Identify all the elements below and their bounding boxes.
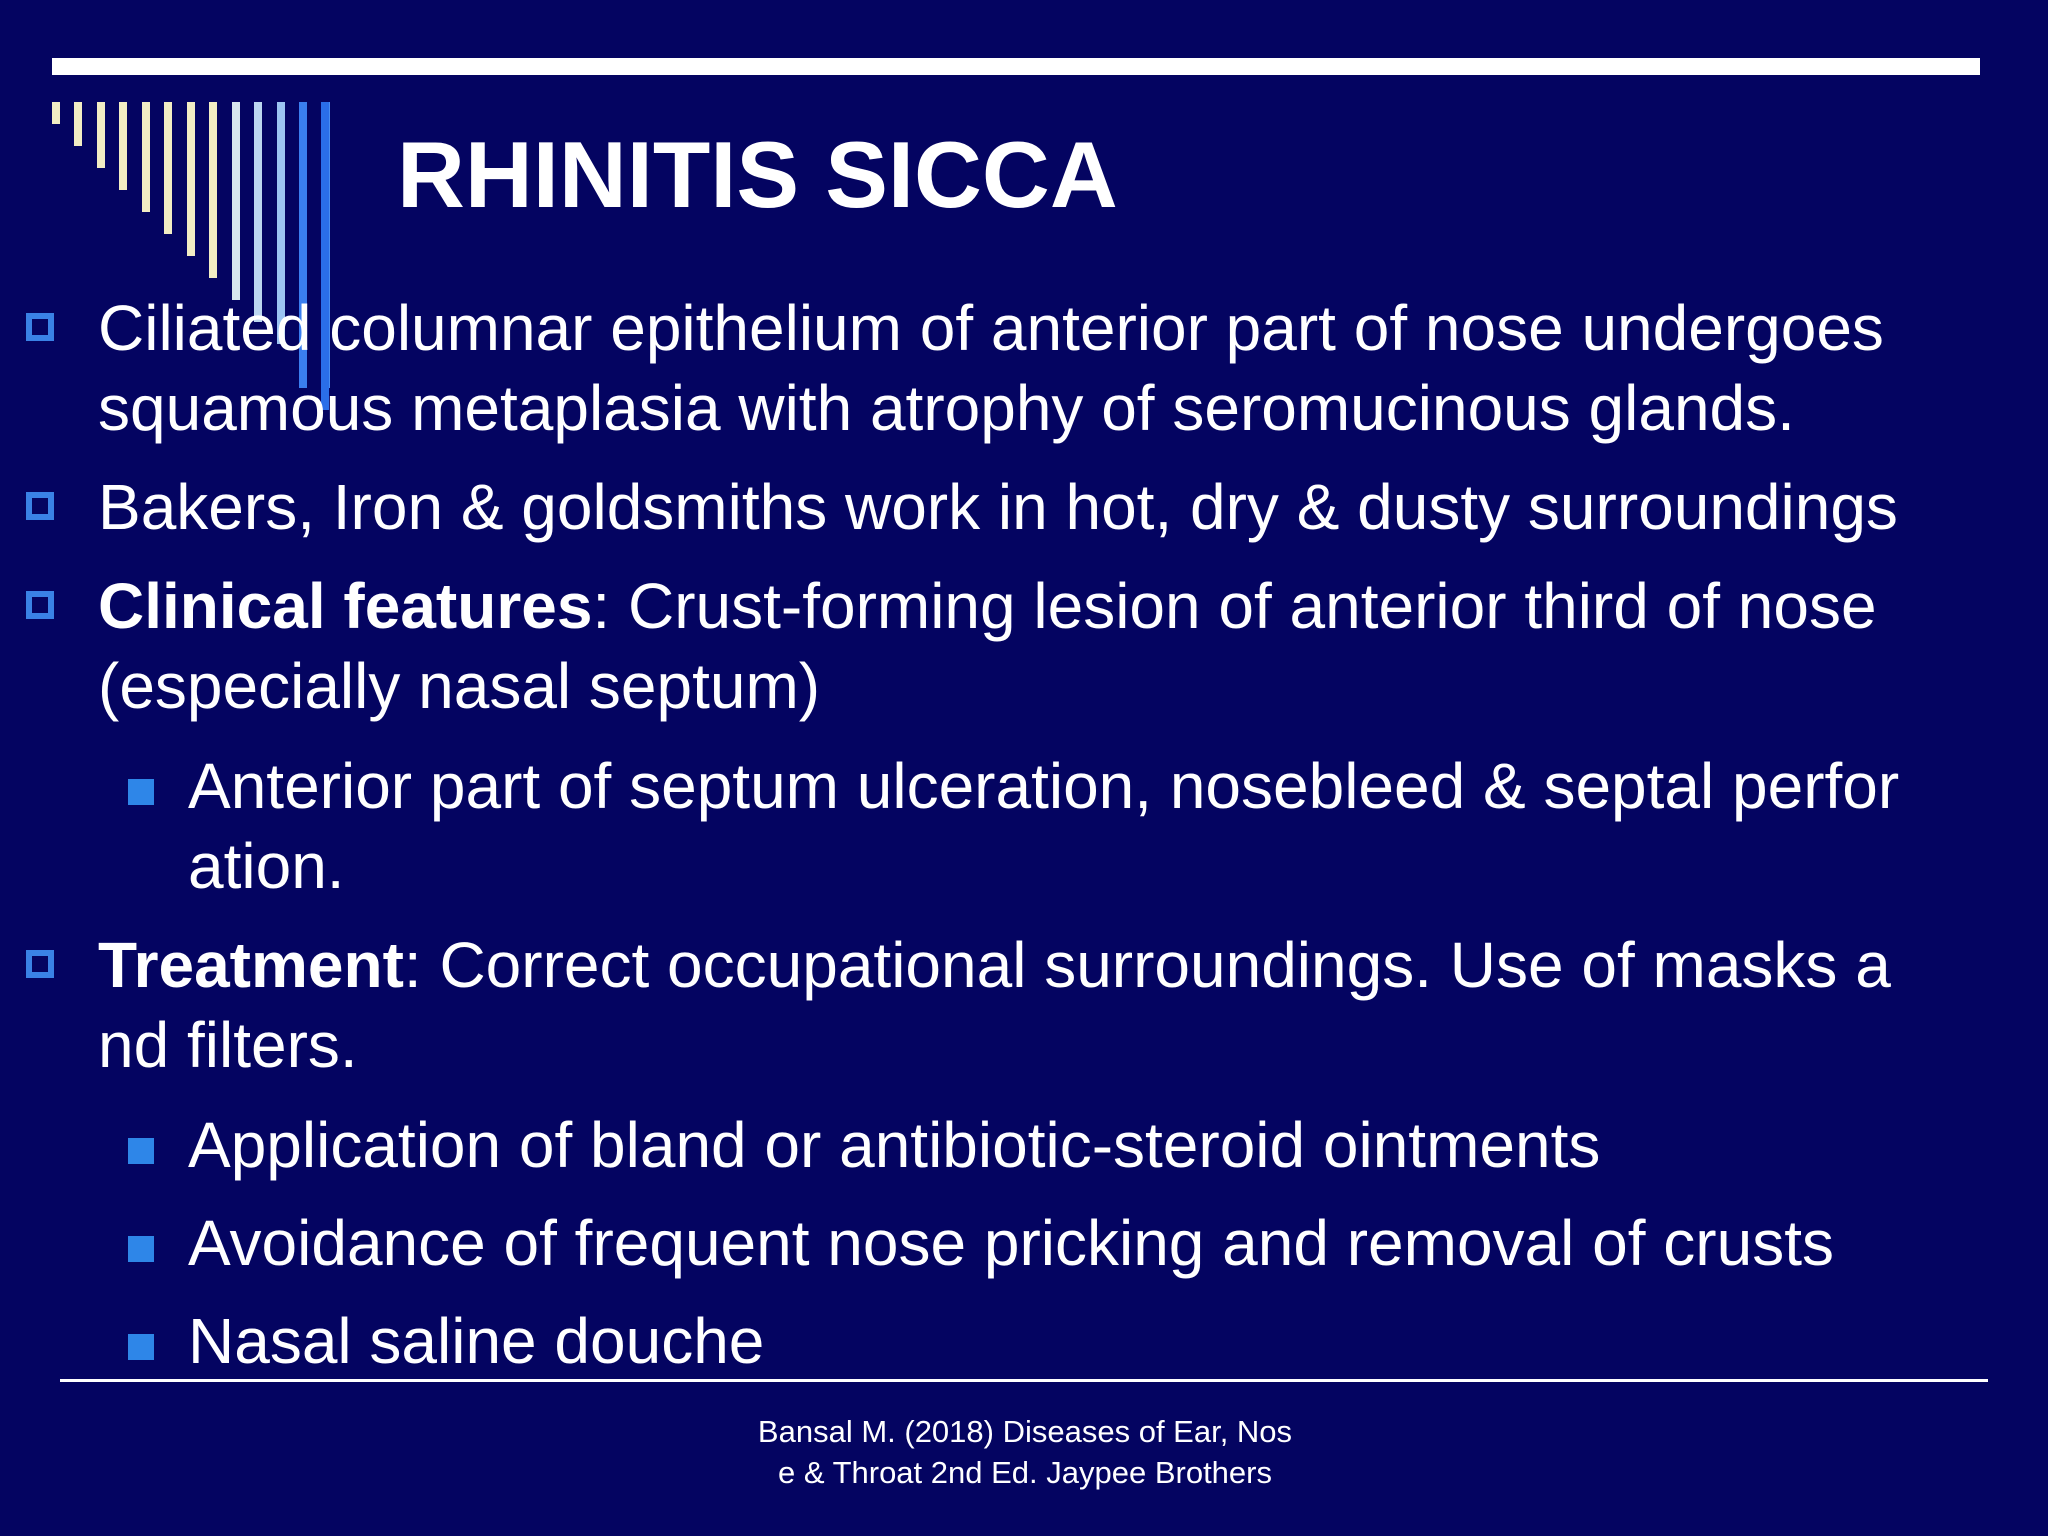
- bold-label: Clinical features: [98, 570, 593, 642]
- bullet-item: Treatment: Correct occupational surroundings. Use of masks a nd filters.: [98, 929, 1891, 1081]
- square-bullet-icon: [128, 1236, 154, 1262]
- square-bullet-icon: [128, 1138, 154, 1164]
- bullet-item: Bakers, Iron & goldsmiths work in hot, dry & dusty surroundings: [98, 471, 1898, 543]
- slide-title: RHINITIS SICCA: [397, 122, 1118, 227]
- bullet-item: Clinical features: Crust-forming lesion of anterior third of nose (especially nasal septum): [98, 570, 1877, 722]
- square-bullet-icon: [26, 492, 54, 520]
- sub-bullet-item: Anterior part of septum ulceration, nosebleed & septal perfor ation.: [188, 750, 1900, 902]
- square-bullet-icon: [26, 950, 54, 978]
- bullet-item: Ciliated columnar epithelium of anterior part of nose undergoes squamous metaplasia with atrophy of seromucinous glands.: [98, 292, 1884, 444]
- square-bullet-icon: [128, 779, 154, 805]
- footer-divider: [60, 1379, 1988, 1382]
- square-bullet-icon: [26, 313, 54, 341]
- sub-bullet-item: Avoidance of frequent nose pricking and removal of crusts: [188, 1207, 1834, 1279]
- bold-label: Treatment: [98, 929, 404, 1001]
- sub-bullet-item: Nasal saline douche: [188, 1305, 765, 1377]
- square-bullet-icon: [26, 591, 54, 619]
- sub-bullet-item: Application of bland or antibiotic-steroid ointments: [188, 1109, 1601, 1181]
- square-bullet-icon: [128, 1334, 154, 1360]
- citation: Bansal M. (2018) Diseases of Ear, Nos e & Throat 2nd Ed. Jaypee Brothers: [757, 1414, 1293, 1490]
